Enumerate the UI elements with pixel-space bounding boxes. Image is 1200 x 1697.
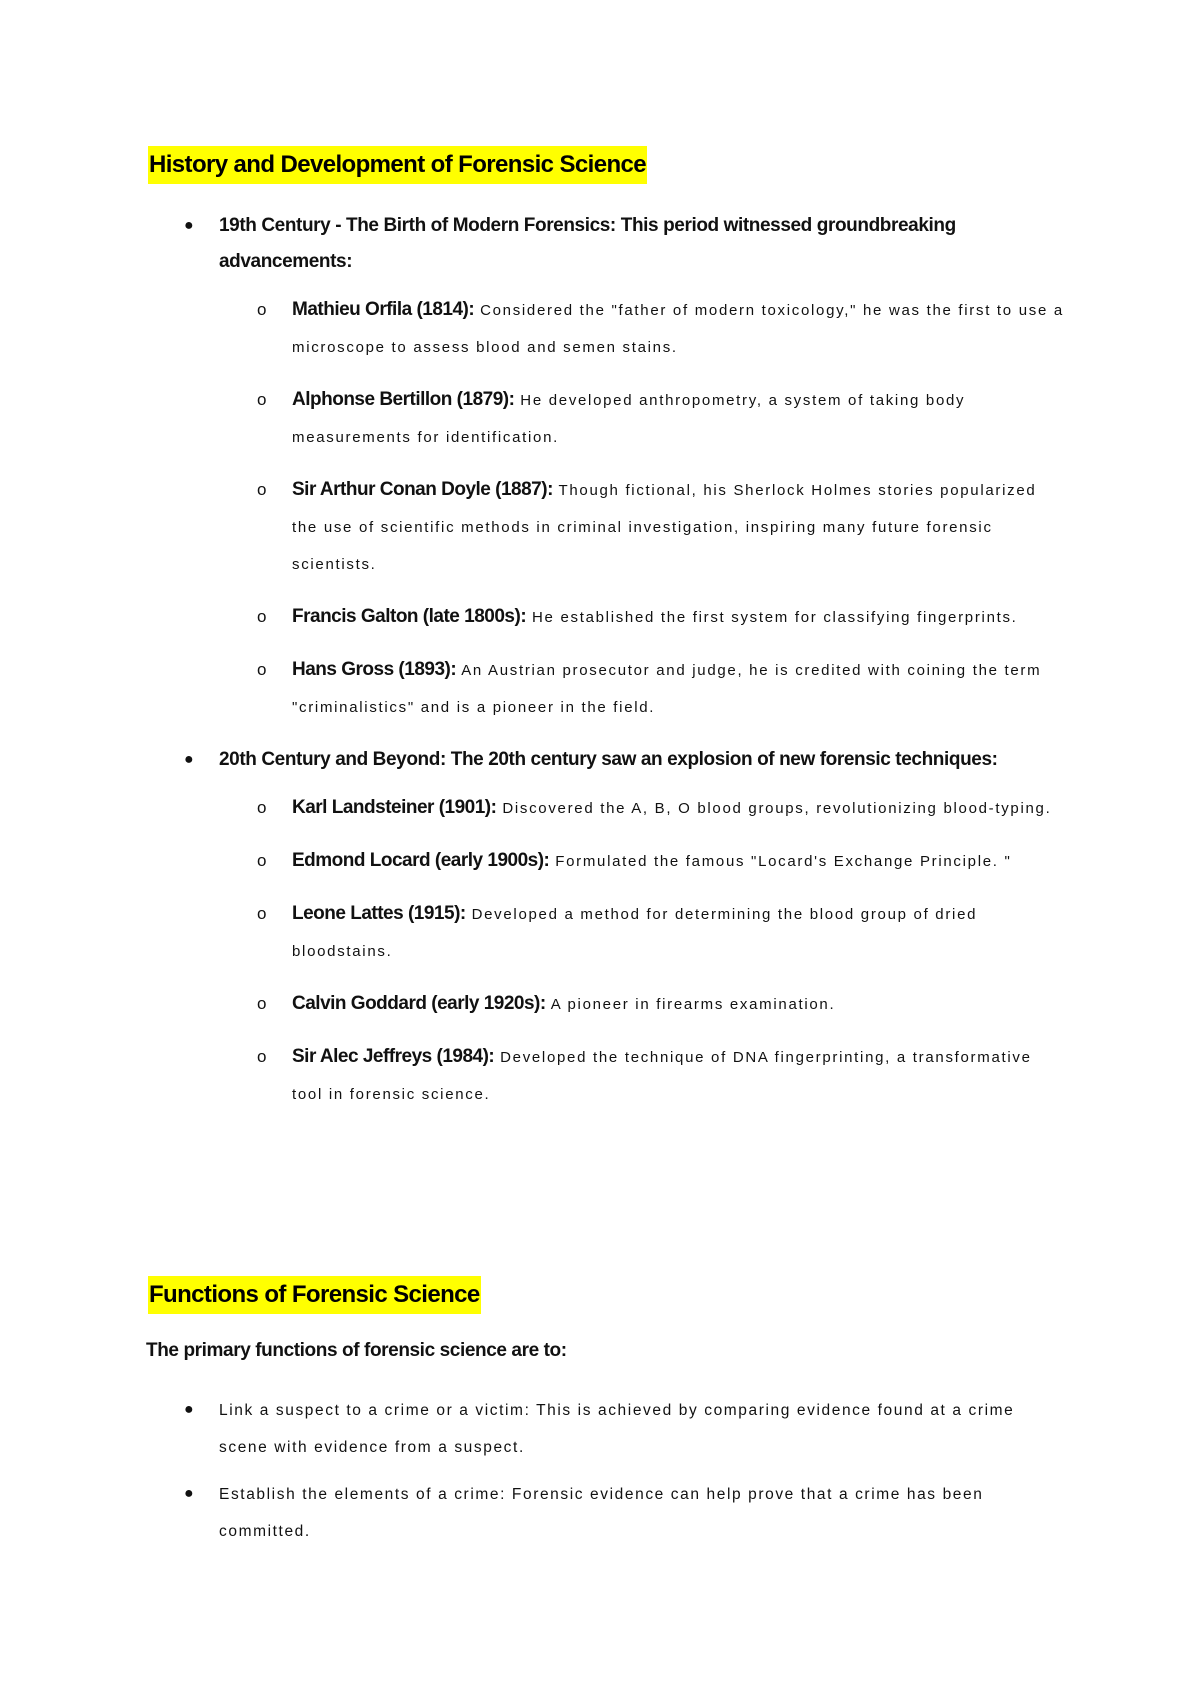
bullet-list xyxy=(0,208,1200,1113)
list-item xyxy=(0,1392,1049,1466)
sub-list-item xyxy=(257,382,1068,456)
circle-bullet-icon: o xyxy=(257,390,267,409)
entry-description: Formulated the famous "Locard's Exchange Principle. " xyxy=(549,853,1012,870)
circle-bullet-icon: o xyxy=(257,660,267,679)
entry-name: Francis Galton (late 1800s): xyxy=(292,606,527,627)
sub-list-item xyxy=(257,652,1068,726)
section-intro: The primary functions of forensic science are to: xyxy=(146,1340,567,1361)
list-item-title: 19th Century - The Birth of Modern Forensics: xyxy=(219,215,616,236)
entry-description: An Austrian prosecutor and judge, he is credited with coining the term "criminalistics" and is a pioneer in the field. xyxy=(292,662,1042,716)
heading-highlight: History and Development of Forensic Science xyxy=(148,146,647,184)
section-heading xyxy=(146,146,649,184)
sub-list-item xyxy=(257,896,1068,970)
circle-bullet-icon: o xyxy=(257,1047,267,1066)
bullet-icon: ● xyxy=(184,751,194,768)
circle-bullet-icon: o xyxy=(257,851,267,870)
bullet-list xyxy=(0,1392,1200,1550)
sub-list xyxy=(219,790,1052,1113)
entry-description: He developed anthropometry, a system of taking body measurements for identification. xyxy=(292,392,966,446)
list-item xyxy=(0,1476,1049,1550)
entry-description: Discovered the A, B, O blood groups, revolutionizing blood-typing. xyxy=(496,800,1052,817)
sub-list xyxy=(219,292,1064,726)
entry-description: A pioneer in firearms examination. xyxy=(545,996,836,1013)
functions-list xyxy=(0,1392,1200,1560)
entry-name: Sir Arthur Conan Doyle (1887): xyxy=(292,479,553,500)
sub-list-item xyxy=(257,986,1068,1023)
entry-name: Karl Landsteiner (1901): xyxy=(292,797,497,818)
entry-description: Though fictional, his Sherlock Holmes stories popularized the use of scientific methods in criminal investigation, inspiring many future forensic scientists. xyxy=(292,482,1037,573)
sub-list-item xyxy=(257,790,1068,827)
entry-name: Hans Gross (1893): xyxy=(292,659,457,680)
entry-name: Edmond Locard (early 1900s): xyxy=(292,850,550,871)
entry-name: Sir Alec Jeffreys (1984): xyxy=(292,1046,495,1067)
list-item xyxy=(0,742,1052,1113)
entry-name: Mathieu Orfila (1814): xyxy=(292,299,475,320)
sub-list-item xyxy=(257,843,1068,880)
sub-list-item xyxy=(257,1039,1068,1113)
list-item-text: This period witnessed groundbreaking advancements: xyxy=(219,215,956,272)
bullet-icon: ● xyxy=(184,217,194,234)
circle-bullet-icon: o xyxy=(257,607,267,626)
section-heading xyxy=(146,1276,483,1314)
circle-bullet-icon: o xyxy=(257,798,267,817)
bullet-icon: ● xyxy=(184,1401,194,1418)
bullet-icon: ● xyxy=(184,1485,194,1502)
entry-name: Alphonse Bertillon (1879): xyxy=(292,389,515,410)
entry-description: Considered the "father of modern toxicology," he was the first to use a microscope to assess blood and semen stains. xyxy=(292,302,1064,356)
heading-highlight: Functions of Forensic Science xyxy=(148,1276,481,1314)
sub-list-item xyxy=(257,599,1068,636)
list-item-title: 20th Century and Beyond: xyxy=(219,749,446,770)
entry-description: Developed the technique of DNA fingerprinting, a transformative tool in forensic science. xyxy=(292,1049,1032,1103)
circle-bullet-icon: o xyxy=(257,480,267,499)
list-item-text: The 20th century saw an explosion of new forensic techniques: xyxy=(445,749,998,770)
list-item-text: Establish the elements of a crime: Forensic evidence can help prove that a crime has been committed. xyxy=(219,1486,984,1540)
entry-description: Developed a method for determining the blood group of dried bloodstains. xyxy=(292,906,978,960)
entry-description: He established the first system for classifying fingerprints. xyxy=(526,609,1018,626)
list-item-text: Link a suspect to a crime or a victim: This is achieved by comparing evidence found at a crime scene with evidence from a suspect. xyxy=(219,1402,1015,1456)
list-item xyxy=(0,208,1064,726)
circle-bullet-icon: o xyxy=(257,994,267,1013)
circle-bullet-icon: o xyxy=(257,904,267,923)
entry-name: Leone Lattes (1915): xyxy=(292,903,466,924)
entry-name: Calvin Goddard (early 1920s): xyxy=(292,993,546,1014)
history-list xyxy=(0,208,1200,1129)
sub-list-item xyxy=(257,472,1068,583)
sub-list-item xyxy=(257,292,1068,366)
circle-bullet-icon: o xyxy=(257,300,267,319)
